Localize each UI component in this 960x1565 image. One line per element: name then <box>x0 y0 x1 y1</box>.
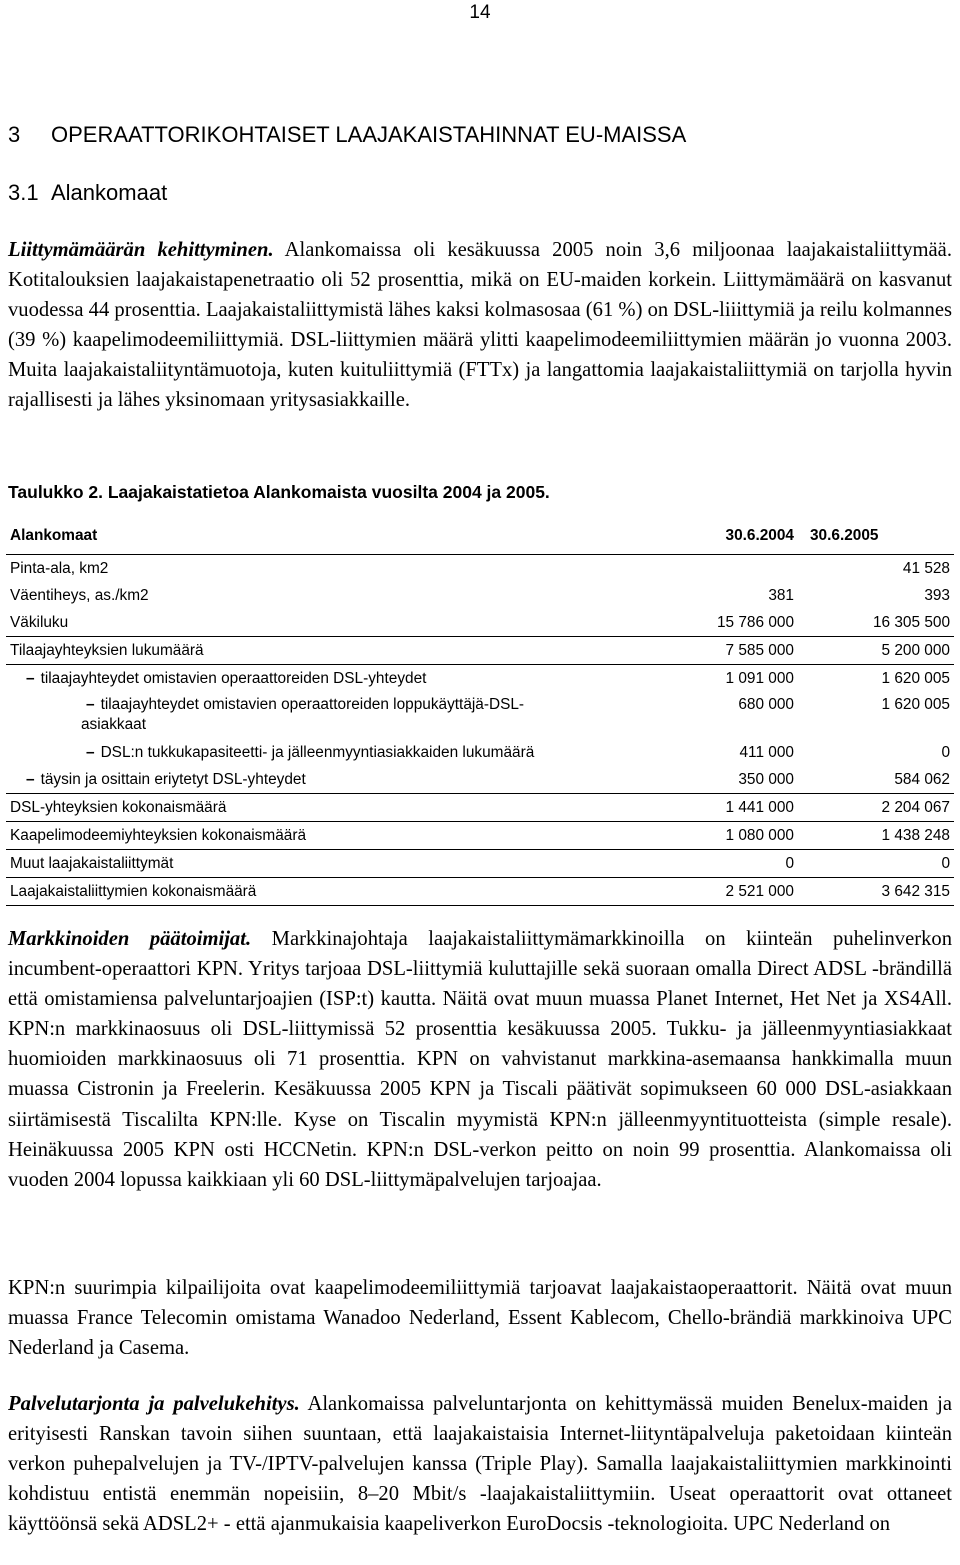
row-label: Pinta-ala, km2 <box>10 560 109 577</box>
row-label: – tilaajayhteydet omistavien operaattoreiden DSL-yhteydet <box>26 670 427 687</box>
paragraph-competitors <box>8 1273 952 1363</box>
dash-bullet: – <box>26 670 35 687</box>
row-label: Tilaajayhteyksien lukumäärä <box>6 637 625 665</box>
row-label: – tilaajayhteydet omistavien operaattoreiden loppukäyttäjä-DSL- asiakkaat <box>81 696 525 733</box>
table-row <box>6 739 954 766</box>
row-value-2005: 1 438 248 <box>802 822 954 850</box>
row-value-2005: 393 <box>924 587 950 604</box>
row-value-2005: 16 305 500 <box>802 609 954 637</box>
row-value-2004: 1 091 000 <box>725 670 794 687</box>
table-header-label: Alankomaat <box>6 522 625 555</box>
table-row <box>6 692 954 739</box>
table-row <box>6 822 954 850</box>
row-value-2005: 41 528 <box>902 560 950 577</box>
table-header-2005: 30.6.2005 <box>802 522 954 555</box>
row-value-2004: 15 786 000 <box>625 609 802 637</box>
row-value-2005: 0 <box>802 850 954 878</box>
row-value-2004: 2 521 000 <box>625 878 802 906</box>
table-row <box>6 766 954 794</box>
row-value-2004: 381 <box>768 587 794 604</box>
row-value-2004: 1 441 000 <box>625 794 802 822</box>
broadband-table <box>6 522 954 906</box>
paragraph-text: Alankomaissa palveluntarjonta on kehittymässä muiden Benelux-maiden ja erityisesti Ranskan tavoin siihen suuntaan, että laajakaistaisia Internet-liityntäpalveluja paketoidaan kiinteän verkon puhepalvelujen ja TV-/IPTV-palvelujen kanssa (Triple Play). Samalla laajakaistaliittymien markkinointi kohdistuu entistä enemmän nopeisiin, 8–20 Mbit/s -laajakaistaliittymiin. Useat operaattorit ovat ottaneet käyttöönsä sekä ADSL2+ - että ajanmukaisia kaapeliverkon EuroDocsis -teknologioita. UPC Nederland on <box>8 1393 952 1536</box>
row-label: Kaapelimodeemiyhteyksien kokonaismäärä <box>6 822 625 850</box>
subsection-title: Alankomaat <box>51 180 168 205</box>
section-number: 3 <box>8 122 21 147</box>
row-label: DSL-yhteyksien kokonaismäärä <box>6 794 625 822</box>
subsection-heading <box>8 180 167 206</box>
row-value-2005: 0 <box>941 744 950 761</box>
row-value-2005: 1 620 005 <box>881 670 950 687</box>
paragraph-text: Alankomaissa oli kesäkuussa 2005 noin 3,6 miljoonaa laajakaistaliittymää. Kotitalouksien laajakaistapenetraatio oli 52 prosenttia, mikä on EU-maiden korkein. Liittymämäärä on kasvanut vuodessa 44 prosenttia. Laajakaistaliittymistä lähes kaksi kolmasosaa (61 %) on DSL-liiittymiä ja reilu kolmannes (39 %) kaapelimodeemiliittymiä. DSL-liittymien määrä ylitti kaapelimodeemiliittymien määrän jo vuonna 2003. Muita laajakaistaliityntämuotoja, kuten kuituliittymiä (FTTx) ja langattomia laajakaistaliittymiä on tarjolla hyvin rajallisesti ja lähes yksinomaan yritysasiakkaille. <box>8 239 952 412</box>
row-value-2005: 2 204 067 <box>802 794 954 822</box>
table-row <box>6 794 954 822</box>
row-value-2005: 1 620 005 <box>881 696 950 713</box>
row-value-2004: 680 000 <box>738 696 794 713</box>
row-value-2004: 1 080 000 <box>625 822 802 850</box>
section-title: OPERAATTORIKOHTAISET LAAJAKAISTAHINNAT EU-MAISSA <box>51 122 687 147</box>
table-row <box>6 582 954 609</box>
row-label: – täysin ja osittain eriytetyt DSL-yhteydet <box>6 766 625 794</box>
row-value-2004: 7 585 000 <box>625 637 802 665</box>
table-row <box>6 850 954 878</box>
row-value-2005: 5 200 000 <box>802 637 954 665</box>
table-header-row <box>6 522 954 555</box>
row-label: Laajakaistaliittymien kokonaismäärä <box>6 878 625 906</box>
row-value-2005: 3 642 315 <box>802 878 954 906</box>
paragraph-lead: Liittymämäärän kehittyminen. <box>8 239 274 261</box>
row-value-2004 <box>625 555 802 583</box>
section-heading <box>8 122 686 148</box>
row-value-2004: 350 000 <box>625 766 802 794</box>
paragraph-lead: Palvelutarjonta ja palvelukehitys. <box>8 1393 300 1415</box>
paragraph-lead: Markkinoiden päätoimijat. <box>8 928 252 950</box>
page-number: 14 <box>469 2 491 23</box>
row-label: Muut laajakaistaliittymät <box>6 850 625 878</box>
row-value-2005: 584 062 <box>802 766 954 794</box>
paragraph-text: KPN:n suurimpia kilpailijoita ovat kaapelimodeemiliittymiä tarjoavat laajakaistaoperaattorit. Näitä ovat muun muassa France Telecomin omistama Wanadoo Nederland, Essent Kablecom, Chello-brändiä markkinoiva UPC Nederland ja Casema. <box>8 1277 952 1360</box>
table-row <box>6 555 954 583</box>
subsection-number: 3.1 <box>8 180 39 205</box>
table-row <box>6 878 954 906</box>
table-row <box>6 609 954 637</box>
row-value-2004: 0 <box>625 850 802 878</box>
paragraph-subscriptions <box>8 235 952 416</box>
paragraph-services <box>8 1389 952 1539</box>
row-value-2004: 411 000 <box>739 744 794 761</box>
table-header-2004: 30.6.2004 <box>625 522 802 555</box>
table-row <box>6 637 954 665</box>
dash-bullet: – <box>26 771 35 788</box>
row-label: Väkiluku <box>6 609 625 637</box>
dash-bullet: – <box>86 696 95 713</box>
row-label: – DSL:n tukkukapasiteetti- ja jälleenmyyntiasiakkaiden lukumäärä <box>86 744 535 761</box>
paragraph-market-players <box>8 924 952 1195</box>
row-label: Väentiheys, as./km2 <box>10 587 149 604</box>
table-row <box>6 665 954 693</box>
table-caption: Taulukko 2. Laajakaistatietoa Alankomaista vuosilta 2004 ja 2005. <box>8 482 550 502</box>
paragraph-text: Markkinajohtaja laajakaistaliittymämarkkinoilla on kiinteän puhelinverkon incumbent-operaattori KPN. Yritys tarjoaa DSL-liittymiä kuluttajille sekä suoraan omalla Direct ADSL -brändillä että omistamiensa palveluntarjoajien (ISP:t) kautta. Näitä ovat muun muassa Planet Internet, Het Net ja XS4All. KPN:n markkinaosuus oli DSL-liittymissä 52 prosenttia kesäkuussa 2005. Tukku- ja jälleenmyyntiasiakkaat huomioiden markkinaosuus oli 71 prosenttia. KPN on vahvistanut markkina-asemaansa hankkimalla muun muassa Cistronin ja Freelerin. Kesäkuussa 2005 KPN ja Tiscali päätivät sopimukseen 60 000 DSL-asiakkaan siirtämisestä Tiscalilta KPN:lle. Kyse on Tiscalin myymistä KPN:n jälleenmyyntituotteista (simple resale). Heinäkuussa 2005 KPN osti HCCNetin. KPN:n DSL-verkon peitto on noin 99 prosenttia. Alankomaissa oli vuoden 2004 lopussa kaikkiaan yli 60 DSL-liittymäpalvelujen tarjoajaa. <box>8 928 952 1191</box>
dash-bullet: – <box>86 744 95 761</box>
